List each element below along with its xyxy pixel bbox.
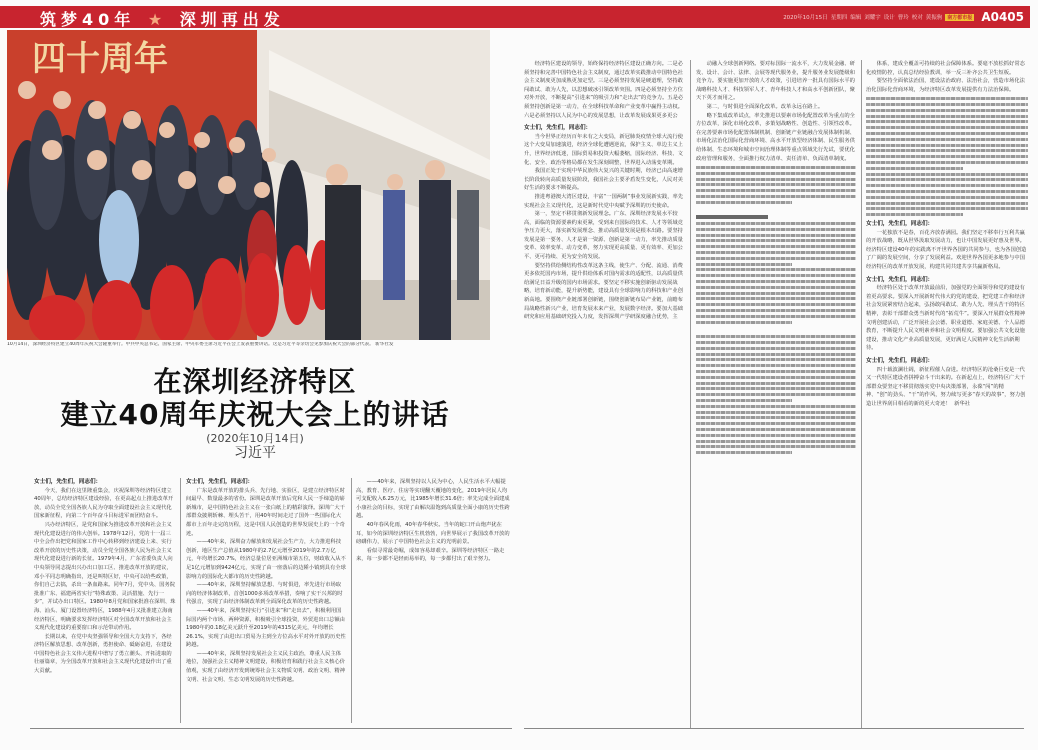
paragraph: 看似寻常最奇崛，成如容易却艰辛。深圳等经济特区一路走来，每一步都不是轻而易举的，每一步都付出了艰辛努力。 <box>356 547 505 563</box>
news-photo <box>7 30 490 340</box>
text-lines <box>696 166 856 454</box>
column-divider <box>351 478 352 723</box>
section-title <box>40 7 285 30</box>
section-title-right: 深圳再出发 <box>179 10 285 29</box>
paragraph: 略下集成改革试点，率先推进以要素市场化配置改革为重点的全方位改革，深化市场化改革，多策划战略性、创造性、引领性改革。在完善要素市场化配置体制机制、创新链产业链融合发展体制机制、市场化法治化国际化营商环境、高水平开放型经济体制、民生服务供给体制、生态环境和城市空间治理体制等重点领域先行先试，要优化政府管理和服务，全面推行权力清单、责任清单、负面清单制度。 <box>696 112 855 162</box>
paragraph: 今天，我们在这里隆重集会，庆祝深圳等经济特区建立40周年，总结经济特区建设经验，在更高起点上推进改革开放，动员全党全国各族人民为夺取全面建设社会主义现代化国家新征程，向第二个百年奋斗目标进军而团结奋斗。 <box>34 487 174 520</box>
article-column-4 <box>524 60 686 728</box>
article-column-2 <box>186 478 346 728</box>
text-lines <box>866 97 1028 216</box>
designer-name: 曹玲 <box>897 15 909 21</box>
section-title-left: 筑梦40年 <box>40 10 136 29</box>
salutation: 女士们，先生们，同志们： <box>866 276 934 283</box>
salutation: 女士们，先生们，同志们： <box>866 358 934 365</box>
article-column-5 <box>696 60 856 728</box>
editor-name: 刘耀宇 <box>864 15 881 21</box>
paragraph: 要坚持全面依法治国，建设法治政府、法治社会，营造市场化法治化国际化营商环境，为经济特区改革发展提供有力法治保障。 <box>866 78 1025 93</box>
column-divider <box>690 60 691 728</box>
credit: 新华社 <box>954 400 971 407</box>
paragraph: ——40年来，深圳奋力解放和发展社会生产力，大力推进科技创新，地区生产总值从1980年的2.7亿元增至2019年的2.7万亿元，年均增长20.7%，经济总量位居亚洲城市第五位，财政收入从不足1亿元增加到9424亿元，实现了由一座落后的边陲小镇到具有全球影响力的国际化大都市的历史性跨越。 <box>186 539 346 580</box>
paragraph: ——40年来，深圳坚持以人民为中心，人民生活水平大幅提高，教育、医疗、住房等实现翻天覆地的变化，2019年居民人均可支配收入6.25万元，比1985年增长31.6倍；率先完成全面建成小康社会的目标，实现了由解决温饱到高质量全面小康的历史性跨越。 <box>356 479 510 520</box>
paragraph: 当今世界正经历百年未有之大变局，新冠肺炎疫情全球大流行使这个大变局加速演进，经济全球化遭遇逆流，保护主义、单边主义上升，世界经济低迷，国际贸易和投资大幅萎缩，国际经济、科技、文化、安全、政治等格局都在发生深刻调整，世界进入动荡变革期。 <box>524 133 683 166</box>
headline-line-1: 在深圳经济特区 <box>153 365 357 398</box>
paragraph: 经济特区建设的领导，始终保持经济特区建设正确方向。二是必须坚持和完善中国特色社会主义制度，通过改革实践推动中国特色社会主义制度更加成熟更加定型。三是必须坚持发展是硬道理，坚持敢闯敢试、敢为人先，以思想破冰引领改革突围。四是必须坚持全方位对外开放，不断提高“引进来”的吸引力和“走出去”的竞争力。五是必须坚持创新是第一动力，在全球科技革命和产业变革中赢得主动权。六是必须坚持以人民为中心的发展思想，让改革发展成果更多更公 <box>524 61 684 119</box>
article-column-6 <box>866 60 1028 728</box>
salutation: 女士们，先生们，同志们： <box>34 479 102 485</box>
paragraph: 我国正处于实现中华民族伟大复兴的关键时期，经济已由高速增长阶段转向高质量发展阶段，我国社会主要矛盾发生变化，人民对美好生活的要求不断提高。 <box>524 168 683 192</box>
star-icon: ★ <box>147 10 168 29</box>
article-column-3 <box>356 478 512 728</box>
speech-date: (2020年10月14日) <box>206 432 304 445</box>
proof-label: 校对 <box>911 15 923 21</box>
salutation: 女士们，先生们，同志们： <box>524 125 592 132</box>
closing-paragraph <box>866 366 1028 409</box>
photo-caption: 10月14日，深圳经济特区建立40周年庆祝大会隆重举行。中共中央总书记、国家主席、中央军委主席习近平在会上发表重要讲话。这是习近平等亲切会见参加庆祝大会的部分代表。 新华社发 <box>7 342 394 347</box>
paragraph: 长期以来，在党中央坚强领导和全国大力支持下，各经济特区解放思想、改革创新，勇担使命、砥砺奋进，在建设中国特色社会主义伟大进程中谱写了勇立潮头、开拓进取的壮丽篇章，为全国改革开放和社会主义现代化建设作出了重大贡献。 <box>34 633 172 675</box>
author: 习近平 <box>234 445 276 461</box>
paragraph: 第一，坚定不移贯彻新发展理念。广东、深圳经济发展水平较高，面临的资源要素约束更紧，受到来自国际的技术、人才等领域竞争压力更大，落实新发展理念、推动高质量发展是根本出路。要坚持发展是第一要务、人才是第一资源、创新是第一动力，率先推动质量变革、效率变革、动力变革，努力实现更高质量、更有效率、更加公平、更可持续、更为安全的发展。 <box>524 211 683 261</box>
paragraph: 要坚持供给侧结构性改革这条主线，使生产、分配、流通、消费更多依托国内市场，提升供给体系对国内需求的适配性，以高质量供给满足日益升级的国内市场需求。要坚定不移实施创新驱动发展战略，培育新动能，提升新势能，建设具有全球影响力的科技和产业创新高地。要围绕产业链部署创新链，围绕创新链布局产业链，前瞻布局战略性新兴产业，培育发展未来产业，发展数字经济。要加大基础研究和应用基础研究投入力度，发挥深圳产学研深度融合优势，主 <box>524 262 683 321</box>
paragraph: 兴办经济特区，是党和国家为推进改革开放和社会主义现代化建设进行的伟大创举。1978年12月，党的十一届三中全会作出把党和国家工作中心转移到经济建设上来、实行改革开放的历史性决策，动员全党全国各族人民为社会主义现代化建设进行新的长征。1979年4月，广东省委负责人向中央领导同志提出兴办出口加工区、推进改革开放的建议，邓小平同志明确指出，还是叫特区好，中央可以给些政策，你们自己去搞，杀出一条血路来。同年7月，党中央、国务院批准广东、福建两省实行“特殊政策、灵活措施、先行一步”，并试办出口特区。1980年8月党和国家批准在深圳、珠海、汕头、厦门设置经济特区，1988年4月又批准建立海南经济特区，明确要求发挥经济特区对全国改革开放和社会主义现代化建设的重要窗口和示范带动作用。 <box>34 521 176 632</box>
bottom-rule <box>524 728 1024 729</box>
page-number: A0405 <box>981 10 1024 24</box>
salutation: 女士们，先生们，同志们： <box>186 479 254 485</box>
issue-weekday: 星期四 <box>830 15 848 21</box>
paragraph: 40年春风化雨，40年春华秋实。当年的蛇口开山炮声犹在耳，如今的深圳经济特区生机勃勃，向世界展示了我国改革开放的磅礴伟力，展示了中国特色社会主义的光明前景。 <box>356 521 510 546</box>
editor-label: 编辑 <box>850 15 862 21</box>
design-label: 设计 <box>883 15 895 21</box>
backdrop-text: 四十周年 <box>32 39 168 79</box>
paragraph: 广东是改革开放的排头兵、先行地、实验区，是建立经济特区时间最早、数量最多的省份。深圳是改革开放后党和人民一手缔造的崭新城市，是中国特色社会主义在一张白纸上的精彩演绎。深圳广大干部群众披荆斩棘、埋头苦干，用40年时间走过了国外一些国际化大都市上百年走完的历程，这是中国人民创造的世界发展史上的一个奇迹。 <box>186 487 345 537</box>
paragraph: 动融入全球创新网络。要对标国际一流水平，大力发展金融、研发、设计、会计、法律、会展等现代服务业，提升服务业发展能级和竞争力。要实施更加开放的人才政策，引进培养一批具有国际水平的战略科技人才、科技领军人才、青年科技人才和高水平创新团队，聚天下英才而用之。 <box>696 61 855 102</box>
paragraph: 推进粤港澳大湾区建设，丰富“一国两制”事业发展新实践，率先实现社会主义现代化，这是新时代党中央赋予深圳的历史使命。 <box>524 193 684 209</box>
proofreader-name: 黄振驹 <box>925 15 943 21</box>
issue-date: 2020年10月15日 <box>783 15 828 21</box>
paragraph: ——40年来，深圳坚持实行“引进来”和“走出去”，积极利用国际国内两个市场、两种资源，积极吸引全球投资，外贸进出口总额由1980年的0.18亿美元跃升至2019年的4315亿美元，年均增长26.1%，实现了由进出口贸易为主到全方位高水平对外开放的历史性跨越。 <box>186 607 346 649</box>
column-divider <box>180 478 181 723</box>
section-banner <box>0 6 1030 28</box>
newspaper-logo: 南方都市报 <box>947 14 973 21</box>
headline-block <box>0 365 510 461</box>
paragraph: 体系，建成全覆盖可持续的社会保障体系。要毫不放松抓好常态化疫情防控，认真总结经验教训，举一反三补齐公共卫生短板。 <box>866 61 1025 76</box>
page-meta <box>783 10 1024 24</box>
paragraph: 一花独放不是春，百花齐放春满园。我们坚定不移奉行互利共赢的开放战略，既从世界汲取发展动力，也让中国发展更好惠及世界。经济特区建设40年的实践离不开世界各国的共同参与，也为各国创造了广阔的发展空间，分享了发展利益。欢迎世界各国更多地参与中国经济特区的改革开放发展，构建共同共建共享共赢新格局。 <box>866 229 1027 271</box>
paragraph: 经济特区处于改革开放最前沿，加强党的全面领导和党的建设有着更高要求。要深入开展新时代伟大的党的建设，把党建工作和经济社会发展紧密结合起来，弘扬敢闯敢试、敢为人先、埋头苦干的特区精神，表彰干部群众勇当新时代的“拓荒牛”。要深入开展群众性精神文明创建活动，广泛开展社会公德、职业道德、家庭美德、个人品德教育，不断提升人民文明素养和社会文明程度。要加强公共文化设施建设，推动文化产业高质量发展，更好满足人民精神文化生活新期待。 <box>866 285 1026 352</box>
closing-text: 四十载波澜壮阔，新征程催人奋进。经济特区的沧桑巨变是一代又一代特区建设者拼搏奋斗干出来的。在新起点上，经济特区广大干部群众要坚定不移贯彻落实党中央决策部署，永葆“闯”的精神、“创”的劲头、“干”的作风，努力续写更多“春天的故事”，努力创造让世界刮目相看的新的更大奇迹！ <box>866 366 1026 407</box>
bottom-rule <box>30 728 512 729</box>
paragraph: ——40年来，深圳坚持发展社会主义民主政治，尊重人民主体地位，加强社会主义精神文明建设，积极培育和践行社会主义核心价值观，实现了由经济开发到统筹社会主义物质文明、政治文明、精神文明、社会文明、生态文明发展的历史性跨越。 <box>186 650 345 683</box>
salutation: 女士们，先生们，同志们： <box>866 221 934 228</box>
headline-line-2: 建立40周年庆祝大会上的讲话 <box>60 398 450 431</box>
article-column-1 <box>34 478 176 728</box>
photo-illustration <box>7 30 490 340</box>
paragraph: 第二，与时俱进全面深化改革。改革永远在路上。 <box>706 103 824 110</box>
column-divider <box>861 60 862 728</box>
paragraph: ——40年来，深圳坚持解放思想、与时俱进，率先进行市场取向的经济体制改革，首创1000多项改革举措，奏响了实干兴邦的时代强音，实现了由经济体制改革到全面深化改革的历史性跨越。 <box>186 582 343 606</box>
